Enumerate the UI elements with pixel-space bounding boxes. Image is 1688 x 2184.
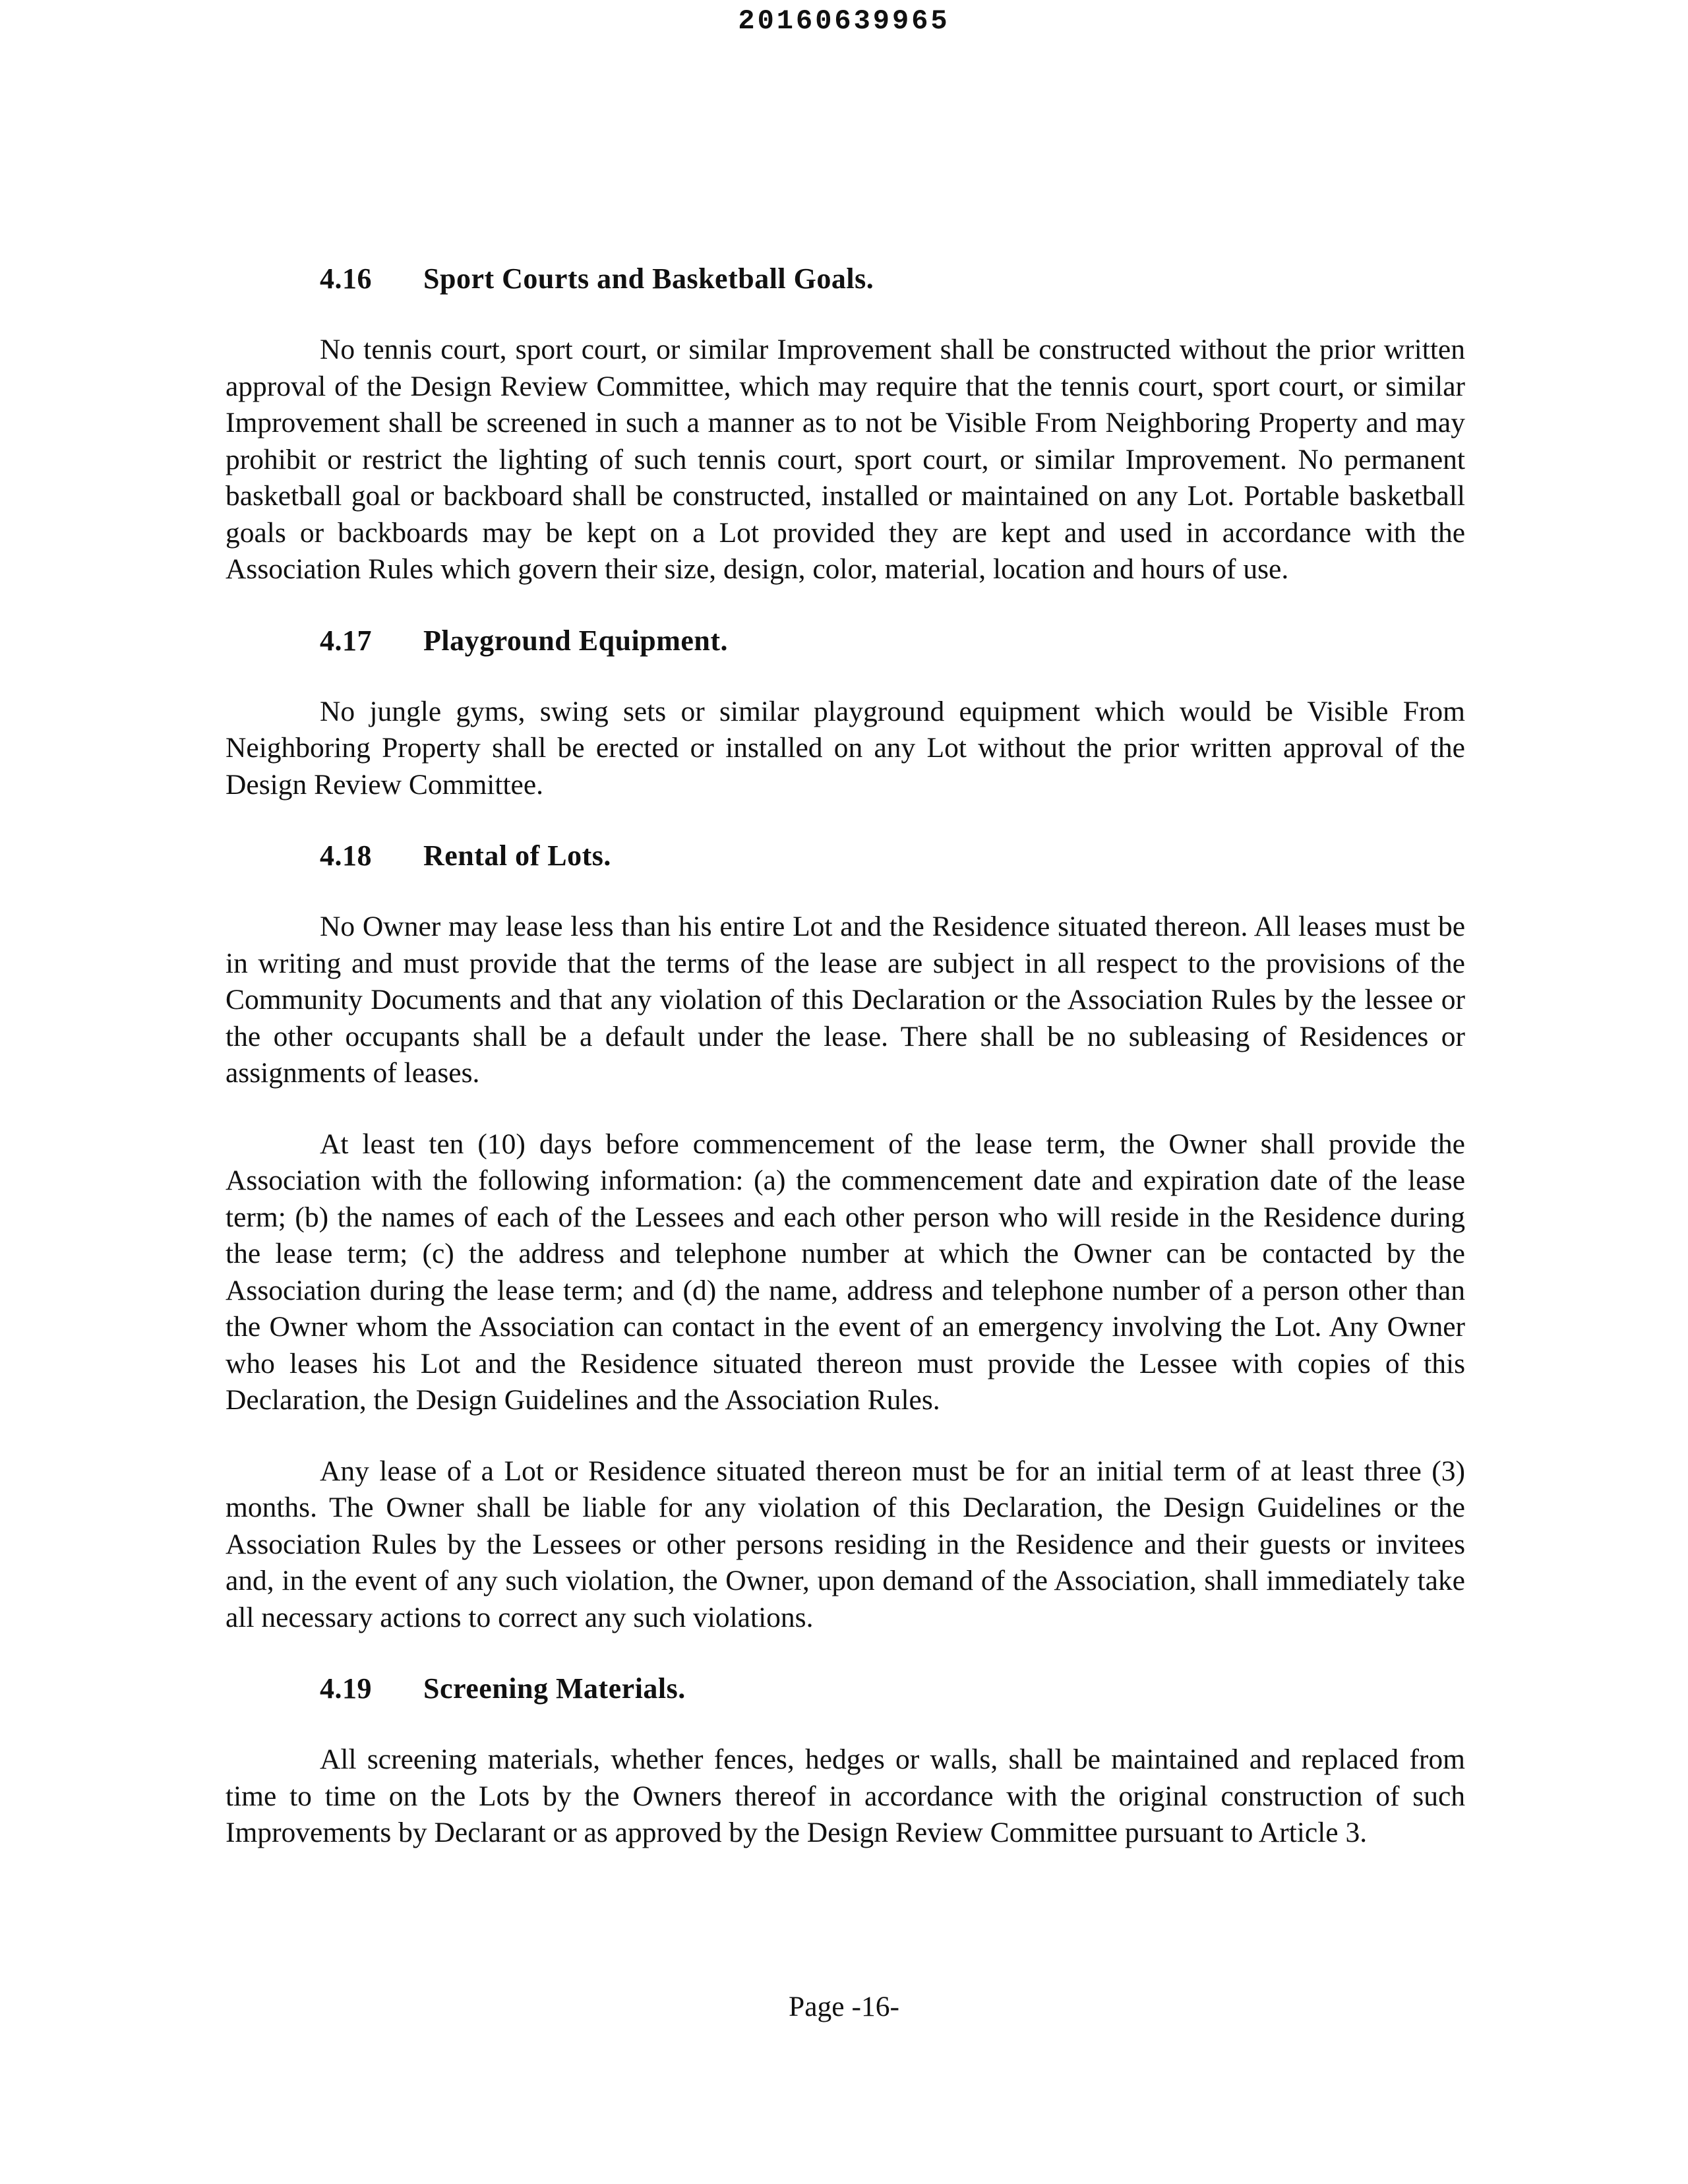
- section-number: 4.17: [320, 624, 372, 657]
- document-recording-number: 20160639965: [738, 5, 950, 37]
- section-title: Screening Materials.: [423, 1672, 686, 1705]
- paragraph: No jungle gyms, swing sets or similar playground equipment which would be Visible From Neighboring Property shall be erected or installed on any Lot without the prior written approval of the Design Review Committee.: [226, 695, 1465, 801]
- page-number: Page -16-: [789, 1991, 899, 2022]
- document-body: [226, 260, 1465, 1886]
- paragraph: Any lease of a Lot or Residence situated thereon must be for an initial term of at least three (3) months. The Owner shall be liable for any violation of this Declaration, the Design Guidelines or the Association Rules by the Lessees or other persons residing in the Residence and their guests or invitees and, in the event of any such violation, the Owner, upon demand of the Association, shall immediately take all necessary actions to correct any such violations.: [226, 1455, 1465, 1633]
- section-number: 4.16: [320, 262, 372, 295]
- paragraph: At least ten (10) days before commencement of the lease term, the Owner shall provide the Association with the following information: (a) the commencement date and expiration date of the lease term; (b) the names of each of the Lessees and each other person who will reside in the Residence during the lease term; (c) the address and telephone number at which the Owner can be contacted by the Association during the lease term; and (d) the name, address and telephone number of a person other than the Owner whom the Association can contact in the event of an emergency involving the Lot. Any Owner who leases his Lot and the Residence situated thereon must provide the Lessee with copies of this Declaration, the Design Guidelines and the Association Rules.: [226, 1128, 1465, 1416]
- section-heading-4-17: [226, 622, 1465, 659]
- section-heading-4-18: [226, 837, 1465, 874]
- section-heading-4-19: [226, 1670, 1465, 1707]
- section-number: 4.19: [320, 1672, 372, 1705]
- paragraph: All screening materials, whether fences, hedges or walls, shall be maintained and replaced from time to time on the Lots by the Owners thereof in accordance with the original construction of such Improvements by Declarant or as approved by the Design Review Committee pursuant to Article 3.: [226, 1744, 1465, 1848]
- paragraph: No tennis court, sport court, or similar Improvement shall be constructed without the prior written approval of the Design Review Committee, which may require that the tennis court, sport court, or similar Improvement shall be screened in such a manner as to not be Visible From Neighboring Property and may prohibit or restrict the lighting of such tennis court, sport court, or similar Improvement. No permanent basketball goal or backboard shall be constructed, installed or maintained on any Lot. Portable basketball goals or backboards may be kept on a Lot provided they are kept and used in accordance with the Association Rules which govern their size, design, color, material, location and hours of use.: [226, 334, 1465, 585]
- paragraph: No Owner may lease less than his entire Lot and the Residence situated thereon. All leases must be in writing and must provide that the terms of the lease are subject in all respect to the provisions of the Community Documents and that any violation of this Declaration or the Association Rules by the lessee or the other occupants shall be a default under the lease. There shall be no subleasing of Residences or assignments of leases.: [226, 911, 1465, 1089]
- section-number: 4.18: [320, 839, 372, 872]
- section-title: Playground Equipment.: [423, 624, 729, 657]
- section-title: Sport Courts and Basketball Goals.: [423, 262, 874, 295]
- section-heading-4-16: [226, 260, 1465, 297]
- section-title: Rental of Lots.: [423, 839, 611, 872]
